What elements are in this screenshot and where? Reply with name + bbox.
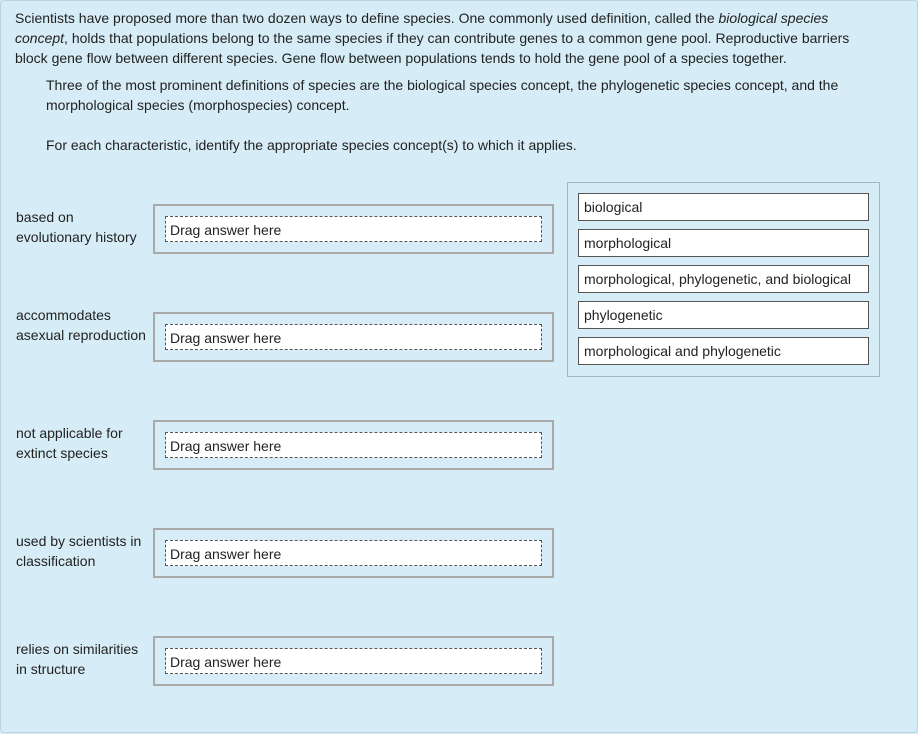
drop-target-placeholder[interactable]: Drag answer here (165, 432, 542, 458)
intro-text-2: , holds that populations belong to the same species if they can contribute genes to a common gene pool. Reproductive barriers block gene flow between different species. Gene flow between populations tends to hold the gene pool of a species together. (15, 30, 850, 66)
drop-target-placeholder[interactable]: Drag answer here (165, 540, 542, 566)
row-label-evolutionary-history: based on evolutionary history (16, 209, 137, 245)
answer-chip-phylogenetic[interactable]: phylogenetic (578, 301, 869, 329)
row-label-structure-similarities: relies on similarities in structure (16, 641, 139, 677)
drop-target-placeholder[interactable]: Drag answer here (165, 216, 542, 242)
intro-paragraph (15, 8, 885, 68)
answer-chip-biological[interactable]: biological (578, 193, 869, 221)
answer-chip-morphological-and-phylogenetic[interactable]: morphological and phylogenetic (578, 337, 869, 365)
drop-target-1[interactable] (153, 204, 554, 254)
drop-target-2[interactable] (153, 312, 554, 362)
intro-italic-term: biological species concept (15, 10, 829, 46)
intro-text-1: Scientists have proposed more than two dozen ways to define species. One commonly used definition, called the (15, 10, 719, 26)
drop-target-placeholder[interactable]: Drag answer here (165, 648, 542, 674)
row-label-asexual-reproduction: accommodates asexual reproduction (16, 307, 146, 343)
instruction-text: For each characteristic, identify the appropriate species concept(s) to which it applies. (46, 137, 577, 153)
row-label-extinct-species: not applicable for extinct species (16, 425, 123, 461)
drop-target-placeholder[interactable]: Drag answer here (165, 324, 542, 350)
drop-target-5[interactable] (153, 636, 554, 686)
row-label-classification: used by scientists in classification (16, 533, 142, 569)
answer-bank (567, 182, 880, 377)
definitions-paragraph: Three of the most prominent definitions of species are the biological species concept, the phylogenetic species concept, and the morphological species (morphospecies) concept. (46, 77, 839, 113)
drop-target-4[interactable] (153, 528, 554, 578)
drop-target-3[interactable] (153, 420, 554, 470)
answer-chip-all-three[interactable]: morphological, phylogenetic, and biological (578, 265, 869, 293)
answer-chip-morphological[interactable]: morphological (578, 229, 869, 257)
